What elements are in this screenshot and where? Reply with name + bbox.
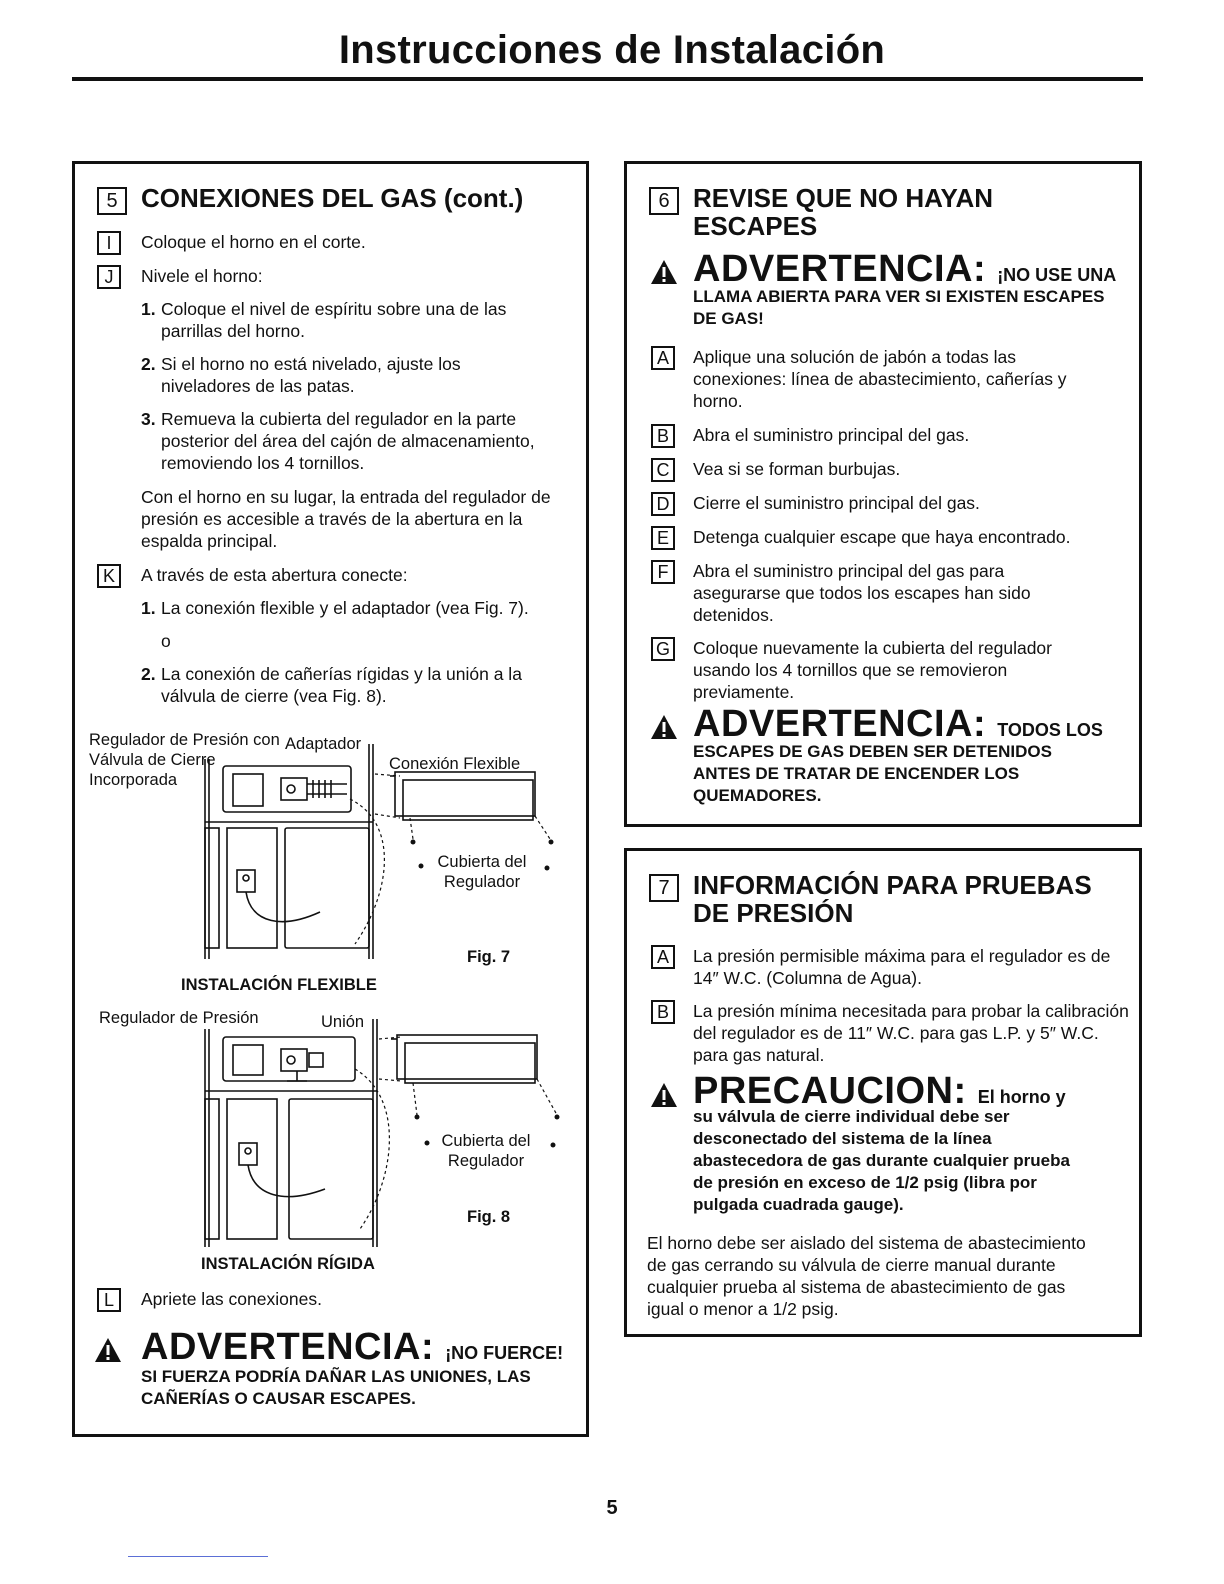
section-title: REVISE QUE NO HAYAN ESCAPES bbox=[693, 183, 994, 241]
warning-icon bbox=[649, 713, 679, 741]
warning-icon bbox=[649, 258, 679, 286]
item-badge: J bbox=[97, 265, 121, 289]
fig8-caption: INSTALACIÓN RÍGIDA bbox=[201, 1255, 375, 1273]
step-number: 2. bbox=[141, 664, 156, 684]
item-text: Abra el suministro principal del gas. bbox=[693, 425, 970, 445]
section-pressure-test bbox=[624, 848, 1142, 1337]
item-badge: F bbox=[651, 560, 675, 584]
fig7-label-regulator: Regulador de Presión con Válvula de Cierre Incorporada bbox=[89, 731, 280, 789]
warning-word: ADVERTENCIA: bbox=[141, 1326, 435, 1368]
item-badge: G bbox=[651, 637, 675, 661]
step-badge: 7 bbox=[649, 874, 679, 902]
item-text: Detenga cualquier escape que haya encontrado. bbox=[693, 527, 1071, 547]
step-number: 1. bbox=[141, 299, 156, 319]
warning-body: SI FUERZA PODRÍA DAÑAR LAS UNIONES, LAS CAÑERÍAS O CAUSAR ESCAPES. bbox=[141, 1367, 531, 1408]
warning-tail: ¡NO FUERCE! bbox=[445, 1343, 564, 1363]
item-badge: K bbox=[97, 564, 121, 588]
item-badge: I bbox=[97, 231, 121, 255]
fig8-illustration bbox=[185, 1019, 565, 1251]
or-text: o bbox=[161, 631, 171, 651]
step-badge: 6 bbox=[649, 187, 679, 215]
warning-word: ADVERTENCIA: bbox=[693, 248, 987, 290]
item-badge: B bbox=[651, 1000, 675, 1024]
item-text: La presión mínima necesitada para probar la calibración del regulador es de 11″ W.C. para gas L.P. y 5″ W.C. para gas natural. bbox=[693, 1001, 1129, 1065]
step-number: 1. bbox=[141, 598, 156, 618]
item-badge: A bbox=[651, 346, 675, 370]
step-text: La conexión flexible y el adaptador (vea Fig. 7). bbox=[161, 598, 529, 618]
caution-tail: El horno y bbox=[977, 1087, 1066, 1107]
item-text: Cierre el suministro principal del gas. bbox=[693, 493, 980, 513]
fig7-caption: INSTALACIÓN FLEXIBLE bbox=[181, 976, 377, 994]
page-title: Instrucciones de Instalación bbox=[338, 28, 886, 72]
fig8-label-regulator: Regulador de Presión bbox=[99, 1009, 259, 1027]
fig7-label-adapter: Adaptador bbox=[285, 735, 362, 753]
step-text: Si el horno no está nivelado, ajuste los niveladores de las patas. bbox=[161, 354, 461, 396]
item-badge: L bbox=[97, 1288, 121, 1312]
step-number: 2. bbox=[141, 354, 156, 374]
step-text: Coloque el nivel de espíritu sobre una de las parrillas del horno. bbox=[161, 299, 507, 341]
warning-tail: TODOS LOS bbox=[997, 720, 1103, 740]
header-rule bbox=[72, 77, 1143, 81]
item-badge: B bbox=[651, 424, 675, 448]
item-text: Apriete las conexiones. bbox=[141, 1289, 322, 1309]
warning-body: LLAMA ABIERTA PARA VER SI EXISTEN ESCAPES DE GAS! bbox=[693, 287, 1105, 328]
item-badge: C bbox=[651, 458, 675, 482]
section-gas-connections bbox=[72, 161, 589, 1437]
item-text: A través de esta abertura conecte: bbox=[141, 565, 408, 585]
fig8-number: Fig. 8 bbox=[467, 1208, 511, 1226]
section-title: INFORMACIÓN PARA PRUEBAS DE PRESIÓN bbox=[693, 870, 1092, 928]
fig8-label-cover: Cubierta del Regulador bbox=[441, 1132, 531, 1170]
caution-body: su válvula de cierre individual debe ser desconectado del sistema de la línea abastecedora de gas durante cualquier prueba de presión en exceso de 1/2 psig (libra por pulgada cuadrada gauge). bbox=[693, 1107, 1070, 1214]
fig7-label-flex: Conexión Flexible bbox=[389, 755, 521, 773]
item-text: Vea si se forman burbujas. bbox=[693, 459, 901, 479]
item-badge: D bbox=[651, 492, 675, 516]
footer-rule bbox=[128, 1556, 268, 1557]
page-number: 5 bbox=[606, 1497, 618, 1519]
item-text: Coloque nuevamente la cubierta del regulador usando los 4 tornillos que se removieron previamente. bbox=[693, 638, 1052, 702]
item-text: La presión permisible máxima para el regulador es de 14″ W.C. (Columna de Agua). bbox=[693, 946, 1111, 988]
paragraph: El horno debe ser aislado del sistema de abastecimiento de gas cerrando su válvula de cierre manual durante cualquier prueba al sistema de abastecimiento de gas igual o menor a 1/2 psig. bbox=[647, 1233, 1086, 1319]
item-text: Aplique una solución de jabón a todas las conexiones: línea de abastecimiento, cañerías y horno. bbox=[693, 347, 1067, 411]
fig7-illustration bbox=[185, 744, 565, 969]
item-text: Coloque el horno en el corte. bbox=[141, 232, 366, 252]
step-text: Remueva la cubierta del regulador en la parte posterior del área del cajón de almacenamiento, removiendo los 4 tornillos. bbox=[161, 409, 535, 473]
section-leak-check bbox=[624, 161, 1142, 827]
warning-body: ESCAPES DE GAS DEBEN SER DETENIDOS ANTES DE TRATAR DE ENCENDER LOS QUEMADORES. bbox=[693, 742, 1052, 805]
warning-icon bbox=[649, 1081, 679, 1109]
warning-icon bbox=[93, 1336, 123, 1364]
fig7-number: Fig. 7 bbox=[467, 948, 511, 966]
section-title: CONEXIONES DEL GAS (cont.) bbox=[141, 183, 524, 213]
step-badge: 5 bbox=[97, 187, 127, 215]
step-text: La conexión de cañerías rígidas y la unión a la válvula de cierre (vea Fig. 8). bbox=[161, 664, 522, 706]
paragraph: Con el horno en su lugar, la entrada del regulador de presión es accesible a través de la abertura en la espalda principal. bbox=[141, 487, 551, 551]
item-badge: A bbox=[651, 945, 675, 969]
item-text: Abra el suministro principal del gas para asegurarse que todos los escapes han sido detenidos. bbox=[693, 561, 1031, 625]
caution-word: PRECAUCION: bbox=[693, 1070, 967, 1112]
item-badge: E bbox=[651, 526, 675, 550]
fig8-label-union: Unión bbox=[321, 1013, 365, 1031]
warning-word: ADVERTENCIA: bbox=[693, 703, 987, 745]
fig7-label-cover: Cubierta del Regulador bbox=[437, 853, 527, 891]
item-text: Nivele el horno: bbox=[141, 266, 263, 286]
warning-tail: ¡NO USE UNA bbox=[997, 265, 1117, 285]
step-number: 3. bbox=[141, 409, 156, 429]
